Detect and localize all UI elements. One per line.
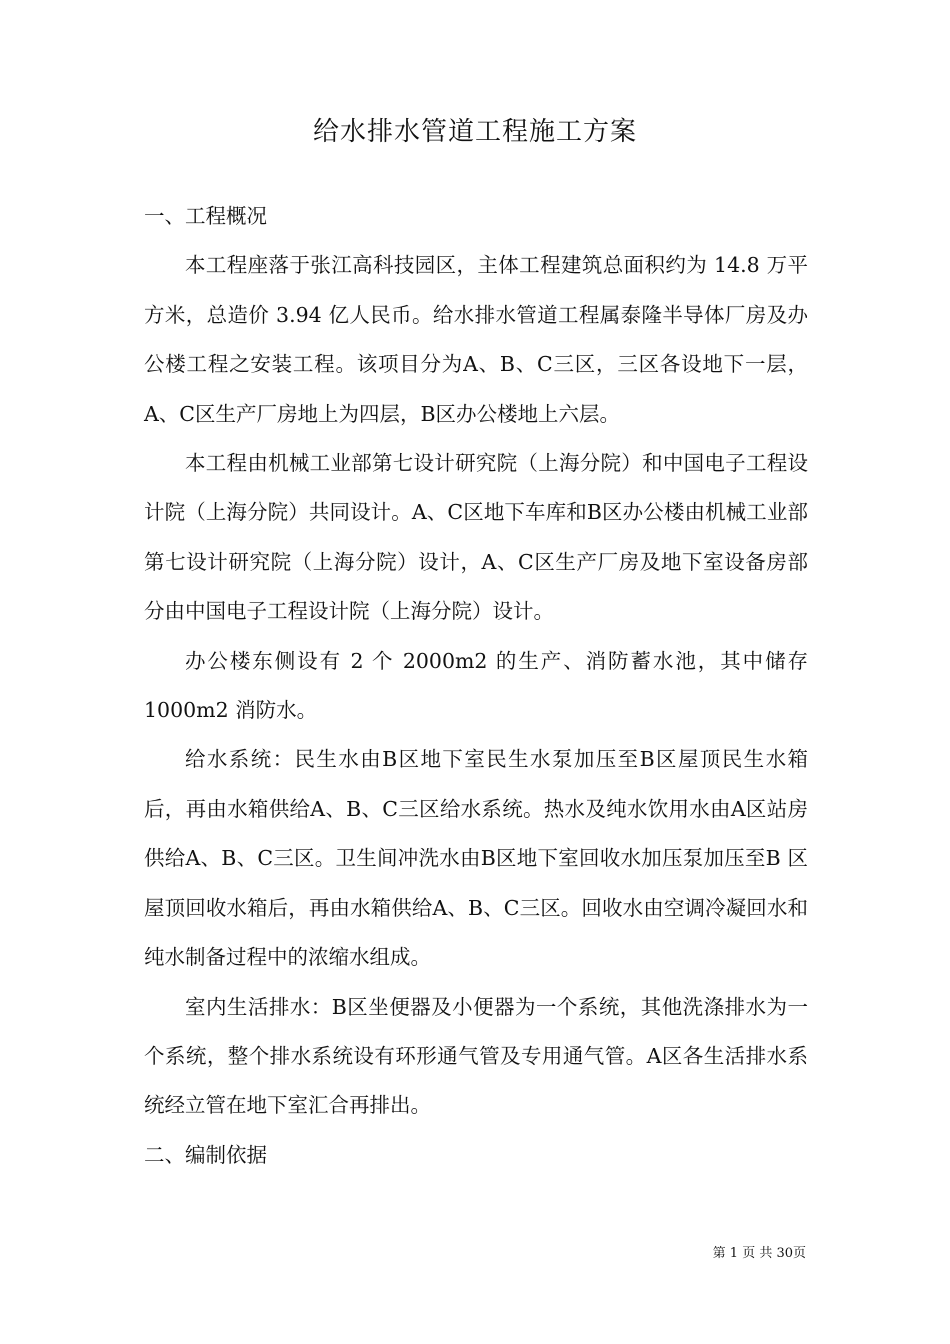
page-number-footer: 第 1 页 共 30页 (712, 1246, 806, 1261)
paragraph-design-institutes: 本工程由机械工业部第七设计研究院（上海分院）和中国电子工程设计院（上海分院）共同设计。A、C区地下车库和B区办公楼由机械工业部第七设计研究院（上海分院）设计，A、C区生产厂房及地下室设备房部分由中国电子工程设计院（上海分院）设计。 (144, 451, 808, 624)
section-heading-basis: 二、编制依据 (144, 1142, 267, 1167)
paragraph-water-tanks: 办公楼东侧设有 2 个 2000m2 的生产、消防蓄水池，其中储存1000m2 消防水。 (144, 648, 808, 723)
paragraph-project-location: 本工程座落于张江高科技园区，主体工程建筑总面积约为 14.8 万平方米，总造价 3.94 亿人民币。给水排水管道工程属泰隆半导体厂房及办公楼工程之安装工程。该项目分为A、B、C三区，三区各设地下一层，A、C区生产厂房地上为四层，B区办公楼地上六层。 (144, 253, 808, 426)
document-title: 给水排水管道工程施工方案 (312, 117, 637, 147)
paragraph-water-supply-system: 给水系统：民生水由B区地下室民生水泵加压至B区屋顶民生水箱后，再由水箱供给A、B、C三区给水系统。热水及纯水饮用水由A区站房供给A、B、C三区。卫生间冲洗水由B区地下室回收水加压泵加压至B 区屋顶回收水箱后，再由水箱供给A、B、C三区。回收水由空调冷凝回水和纯水制备过程中的浓缩水组成。 (144, 747, 808, 970)
document-body (144, 192, 808, 1180)
paragraph-indoor-drainage: 室内生活排水：B区坐便器及小便器为一个系统，其他洗涤排水为一个系统，整个排水系统设有环形通气管及专用通气管。A区各生活排水系统经立管在地下室汇合再排出。 (144, 994, 808, 1118)
section-heading-overview: 一、工程概况 (144, 204, 267, 228)
